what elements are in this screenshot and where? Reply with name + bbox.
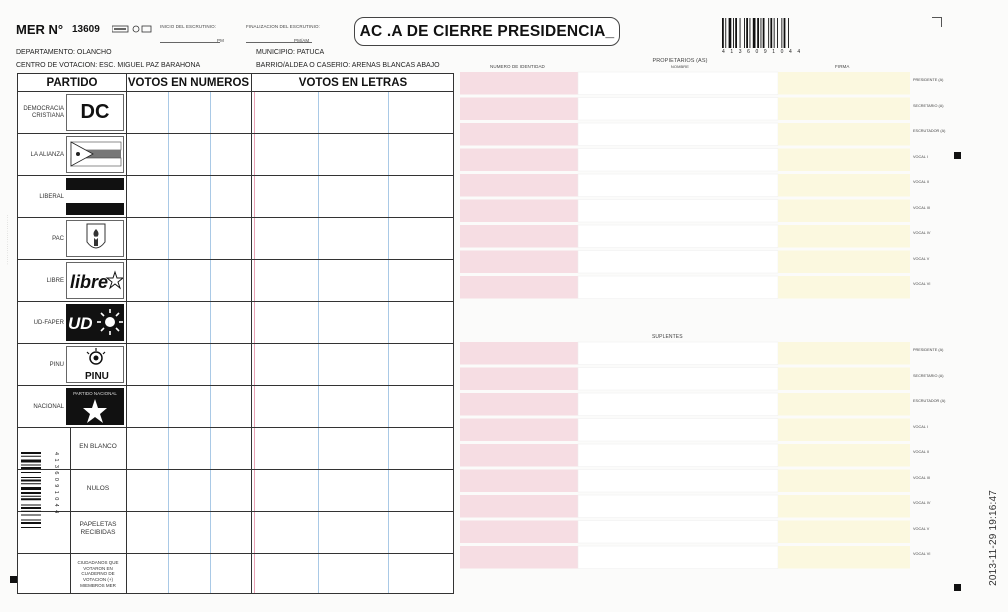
barcode-left-icon [21, 452, 41, 558]
firma-cell [778, 72, 910, 95]
identidad-cell [460, 149, 578, 172]
nombre-cell [578, 342, 778, 365]
divider [18, 133, 453, 134]
barcode-bar [21, 480, 41, 482]
divider [254, 91, 255, 593]
document-title: AC .A DE CIERRE PRESIDENCIA_ [354, 17, 620, 46]
signature-grid [460, 60, 910, 600]
divider [70, 427, 71, 593]
firma-cell [778, 98, 910, 121]
divider [318, 91, 319, 593]
ud-logo-icon [66, 304, 124, 341]
nombre-cell [578, 72, 778, 95]
party-name: LIBERAL [39, 194, 64, 200]
identidad-cell [460, 251, 578, 274]
barcode-bar [788, 18, 789, 48]
identidad-cell [460, 470, 578, 493]
divider [18, 175, 453, 176]
en-blanco-label: EN BLANCO [79, 443, 117, 450]
barcode-bar [21, 496, 41, 497]
barcode-bar [763, 18, 765, 48]
divider [18, 511, 453, 512]
role-label: VOCAL I [913, 154, 928, 159]
nombre-cell [578, 276, 778, 299]
svg-text:UD: UD [68, 314, 93, 333]
firma-cell [778, 521, 910, 544]
barcode-bar [753, 18, 756, 48]
barcode-bar [21, 522, 41, 524]
identidad-cell [460, 123, 578, 146]
identidad-cell [460, 342, 578, 365]
nombre-cell [578, 98, 778, 121]
firma-cell [778, 470, 910, 493]
barcode-bar [746, 18, 748, 48]
header-votos-letras: VOTOS EN LETRAS [298, 76, 408, 89]
role-label: VOCAL IV [913, 231, 931, 235]
barcode-bar [774, 18, 775, 48]
divider [18, 343, 453, 344]
role-label: SECRETARIO (A) [913, 103, 944, 108]
firma-cell [778, 444, 910, 467]
identidad-cell [460, 419, 578, 442]
barcode-top-digits: 4136091044 [722, 49, 806, 55]
centro-votacion-field: CENTRO DE VOTACION: ESC. MIGUEL PAZ BARAHONA [16, 62, 201, 69]
barcode-bar [21, 507, 41, 509]
firma-cell [778, 393, 910, 416]
libre-logo [66, 262, 124, 299]
barcode-bar [777, 18, 778, 48]
side-print-text: · · · · · · · · · · · · · · · · · · · · · · · [6, 215, 10, 265]
role-label: VOCAL I [913, 424, 928, 429]
pinu-logo-text: PINU [85, 371, 109, 382]
firma-cell [778, 276, 910, 299]
nombre-cell [578, 495, 778, 518]
barcode-bar [21, 477, 41, 478]
registration-mark [954, 584, 961, 591]
nombre-cell [578, 200, 778, 223]
identidad-cell [460, 98, 578, 121]
identidad-cell [460, 368, 578, 391]
municipio-field: MUNICIPIO: PATUCA [256, 49, 325, 56]
header-votos-numeros: VOTOS EN NUMEROS [127, 76, 250, 89]
mer-number: 13609 [72, 24, 100, 35]
divider [210, 91, 211, 593]
role-label: VOCAL II [913, 450, 929, 454]
col-firma-label: FIRMA [835, 64, 850, 69]
identidad-cell [460, 225, 578, 248]
divider [18, 91, 453, 92]
firma-cell [778, 546, 910, 569]
role-label: SECRETARIO (A) [913, 373, 944, 378]
party-name: PINU [49, 362, 64, 368]
identidad-cell [460, 495, 578, 518]
barcode-left-digits: 4136091044 [53, 452, 59, 517]
barcode-bar [21, 487, 41, 490]
role-label: VOCAL V [913, 526, 930, 531]
nombre-cell [578, 546, 778, 569]
role-label: VOCAL III [913, 475, 930, 480]
departamento-field: DEPARTAMENTO: OLANCHO [16, 49, 112, 56]
barcode-bar [757, 18, 759, 48]
barcode-bar [761, 18, 762, 48]
firma-cell [778, 149, 910, 172]
nombre-cell [578, 123, 778, 146]
nombre-cell [578, 174, 778, 197]
nombre-cell [578, 368, 778, 391]
liberal-flag-icon [66, 178, 124, 215]
role-label: PRESIDENTE (A) [913, 348, 944, 352]
role-label: ESCRUTADOR (A) [913, 129, 946, 133]
firma-cell [778, 419, 910, 442]
identidad-cell [460, 174, 578, 197]
nombre-cell [578, 251, 778, 274]
barcode-bar [733, 18, 734, 48]
firma-cell [778, 495, 910, 518]
role-label: VOCAL IV [913, 501, 931, 505]
dc-logo [66, 94, 124, 131]
identidad-cell [460, 393, 578, 416]
papeletas-label: PAPELETAS RECIBIDAS [79, 521, 117, 537]
role-label: PRESIDENTE (A) [913, 78, 944, 82]
barcode-bar [744, 18, 745, 48]
barcode-bar [21, 483, 41, 484]
divider [18, 469, 453, 470]
col-identidad-label: NUMERO DE IDENTIDAD [490, 64, 545, 69]
barcode-bar [729, 18, 732, 48]
barcode-bar [21, 515, 41, 516]
divider [18, 217, 453, 218]
barcode-bar [21, 467, 41, 469]
barcode-bar [21, 452, 41, 454]
role-label: VOCAL VI [913, 552, 931, 556]
pac-shield-icon [66, 220, 124, 257]
nacional-logo [66, 388, 124, 425]
inicio-escrutinio-label: INICIO DEL ESCRUTINIO: [160, 24, 217, 29]
corner-mark [932, 17, 942, 27]
col-propietarios-label: PROPIETARIOS (AS) [652, 58, 708, 64]
final-escrutinio-label: FINALIZACION DEL ESCRUTINIO: [246, 24, 320, 29]
inicio-pm-label: PM [217, 38, 224, 43]
alianza-flag-icon-svg [67, 136, 123, 173]
nombre-cell [578, 444, 778, 467]
firma-cell [778, 251, 910, 274]
identidad-cell [460, 72, 578, 95]
header-partido: PARTIDO [46, 76, 98, 89]
role-label: VOCAL V [913, 256, 930, 261]
inicio-escrutinio-field[interactable] [160, 42, 220, 43]
firma-cell [778, 174, 910, 197]
firma-cell [778, 368, 910, 391]
alianza-flag-icon [66, 136, 124, 173]
role-label: VOCAL II [913, 180, 929, 184]
barcode-bar [740, 18, 741, 48]
barcode-bar [21, 498, 41, 500]
libre-logo-icon [67, 262, 123, 299]
liberal-flag-icon-svg [66, 178, 124, 215]
scan-timestamp: 2013-11-29 19:16:47 [988, 490, 999, 586]
firma-cell [778, 200, 910, 223]
barcode-bar [735, 18, 737, 48]
barcode-bar [784, 18, 786, 48]
dc-logo-text: DC [80, 101, 110, 123]
registration-mark [954, 152, 961, 159]
barcode-bar [781, 18, 782, 48]
mer-label: MER N° [16, 22, 64, 37]
firma-cell [778, 342, 910, 365]
small-logos-icon [112, 24, 152, 34]
nombre-cell [578, 225, 778, 248]
barcode-bar [21, 460, 41, 463]
nombre-cell [578, 470, 778, 493]
identidad-cell [460, 521, 578, 544]
ciudadanos-label: CIUDADANOS QUE VOTARON EN CUADERNO DE VOTACION (+) MIEMBROS MER [77, 560, 119, 588]
party-name: NACIONAL [33, 404, 64, 410]
nombre-cell [578, 149, 778, 172]
star-icon [66, 396, 124, 424]
identidad-cell [460, 276, 578, 299]
barcode-bar [770, 18, 772, 48]
nombre-cell [578, 521, 778, 544]
nombre-cell [578, 419, 778, 442]
barcode-bar [21, 472, 41, 473]
barcode-bar [750, 18, 751, 48]
votes-table [17, 73, 454, 594]
barcode-bar [21, 520, 41, 521]
nombre-cell [578, 393, 778, 416]
party-name: PAC [52, 236, 64, 242]
divider [388, 91, 389, 593]
barcode-top-icon [722, 18, 818, 48]
party-name: UD-FAPER [33, 320, 64, 326]
identidad-cell [460, 444, 578, 467]
firma-cell [778, 225, 910, 248]
barcode-bar [768, 18, 769, 48]
svg-text:libre: libre [70, 272, 109, 292]
final-pmam-label: PM/AM [294, 38, 310, 43]
registration-mark [10, 576, 17, 583]
divider [18, 259, 453, 260]
barcode-bar [722, 18, 724, 48]
nulos-label: NULOS [86, 485, 110, 492]
barcode-bar [21, 465, 41, 466]
divider [18, 301, 453, 302]
barcode-bar [21, 492, 41, 494]
col-nombre-label: NOMBRE [670, 63, 690, 69]
divider [18, 553, 453, 554]
party-name: DEMOCRACIA CRISTIANA [23, 106, 64, 120]
role-label: VOCAL III [913, 205, 930, 210]
divider [251, 74, 252, 593]
role-label: ESCRUTADOR (A) [913, 399, 946, 403]
divider [126, 74, 127, 593]
barcode-bar [725, 18, 726, 48]
ud-logo [66, 304, 124, 341]
identidad-cell [460, 546, 578, 569]
pac-shield-icon-svg [67, 220, 123, 257]
barrio-field: BARRIO/ALDEA O CASERIO: ARENAS BLANCAS ABAJO [256, 62, 440, 69]
divider [168, 91, 169, 593]
party-name: LA ALIANZA [30, 152, 64, 158]
nacional-logo-text: PARTIDO NACIONAL [73, 391, 117, 396]
suplentes-label: SUPLENTES [652, 334, 683, 340]
firma-cell [778, 123, 910, 146]
divider [18, 427, 453, 428]
pinu-logo-icon [67, 346, 123, 383]
barcode-bar [21, 505, 41, 506]
party-name: LIBRE [46, 278, 64, 284]
barcode-bar [21, 456, 41, 457]
pinu-logo [66, 346, 124, 383]
small-logos [112, 24, 152, 36]
barcode-bar [21, 511, 41, 512]
identidad-cell [460, 200, 578, 223]
barcode-bar [21, 527, 41, 528]
role-label: VOCAL VI [913, 282, 931, 286]
divider [18, 385, 453, 386]
